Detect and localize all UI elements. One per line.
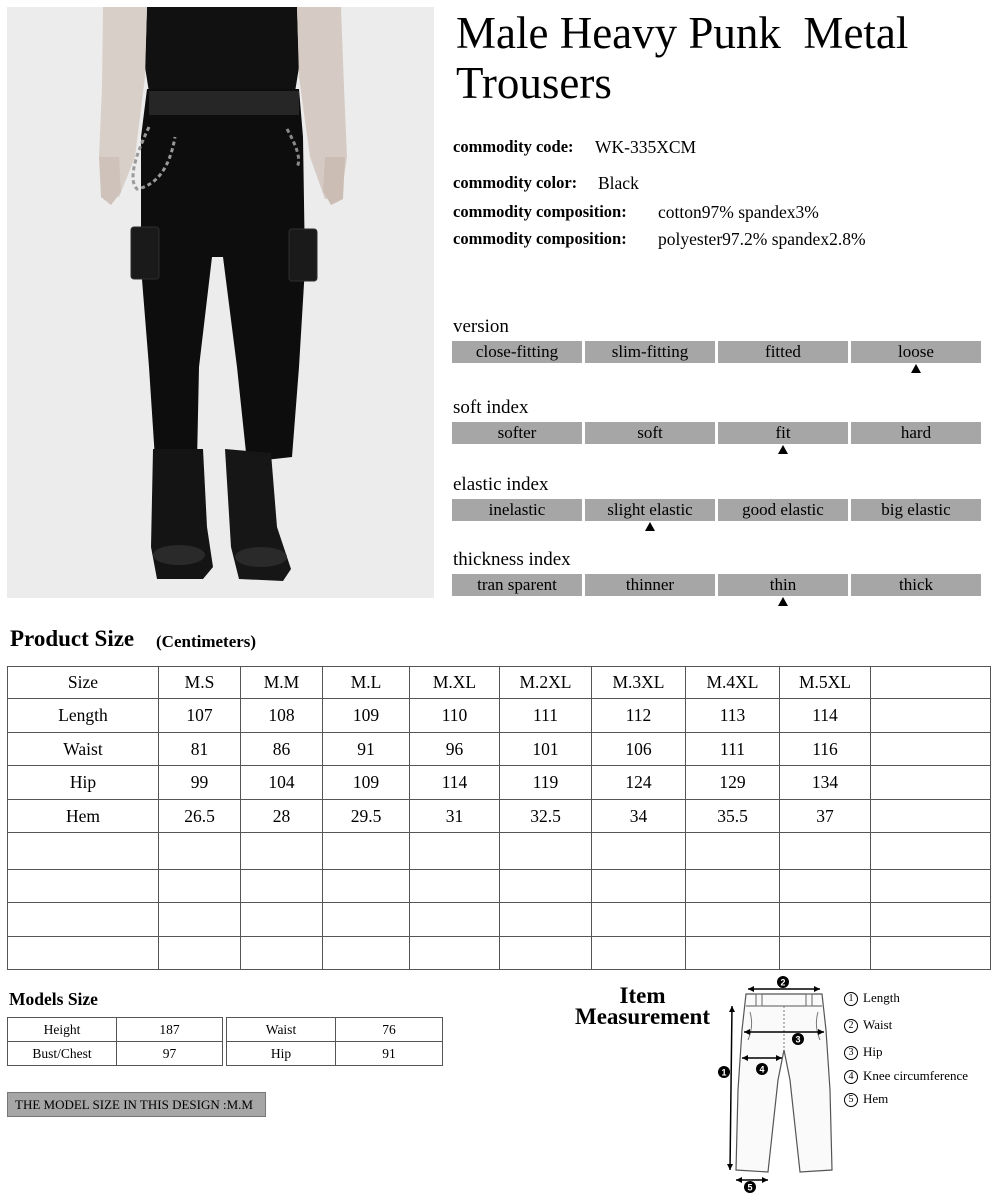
svg-text:4: 4: [759, 1064, 765, 1075]
table-cell: 109: [323, 699, 410, 733]
table-cell: 110: [410, 699, 500, 733]
thickness-index-scale: [452, 574, 983, 596]
scale-option: tran sparent: [452, 574, 582, 596]
table-cell: [410, 833, 500, 870]
table-cell: [871, 903, 991, 937]
table-cell: 34: [592, 800, 686, 833]
table-cell: [592, 870, 686, 903]
scale-option: good elastic: [718, 499, 848, 521]
table-cell: 116: [780, 733, 871, 766]
size-column-header: M.XL: [410, 667, 500, 699]
info-label: commodity composition:: [453, 202, 627, 221]
table-cell: 104: [241, 766, 323, 800]
table-cell: [323, 870, 410, 903]
table-cell: [323, 833, 410, 870]
marker-3: [792, 1033, 804, 1045]
table-cell: [780, 833, 871, 870]
table-row: [8, 766, 991, 800]
product-size-heading: Product Size: [10, 626, 135, 651]
scale-option: softer: [452, 422, 582, 444]
table-cell: [592, 833, 686, 870]
table-cell: [500, 870, 592, 903]
table-cell: [871, 870, 991, 903]
scale-option: slim-fitting: [585, 341, 715, 363]
length-arrow: [730, 1006, 732, 1170]
legend-item-length: [844, 990, 900, 1006]
table-row: [8, 733, 991, 766]
info-label: commodity code:: [453, 137, 574, 156]
model-hip-value: 91: [336, 1042, 443, 1066]
table-cell: 101: [500, 733, 592, 766]
info-value: WK-335XCM: [595, 137, 697, 157]
measure-label-cell: [8, 903, 159, 937]
size-column-header: M.4XL: [686, 667, 780, 699]
table-cell: 86: [241, 733, 323, 766]
table-cell: [592, 937, 686, 970]
table-row: [8, 800, 991, 833]
table-cell: [871, 766, 991, 800]
table-cell: [780, 870, 871, 903]
table-cell: 124: [592, 766, 686, 800]
model-waist-value: 76: [336, 1018, 443, 1042]
svg-text:2: 2: [780, 977, 786, 988]
product-photo: [7, 7, 434, 598]
table-cell: [592, 903, 686, 937]
scale-option: slight elastic: [585, 499, 715, 521]
info-value: polyester97.2% spandex2.8%: [658, 229, 866, 249]
info-value: Black: [598, 173, 639, 193]
legend-number: 2: [844, 1019, 858, 1033]
table-cell: [410, 903, 500, 937]
legend-number: 1: [844, 992, 858, 1006]
table-cell: [500, 903, 592, 937]
info-label: commodity composition:: [453, 229, 627, 248]
scale-option: fit: [718, 422, 848, 444]
models-table-left: [7, 1017, 223, 1066]
thickness-index-scale-title: thickness index: [453, 549, 571, 570]
marker-1: [718, 1066, 730, 1078]
table-cell: [159, 833, 241, 870]
scale-option: hard: [851, 422, 981, 444]
size-table-body: [8, 667, 991, 970]
table-cell: 81: [159, 733, 241, 766]
legend-item-hem: [844, 1091, 888, 1107]
table-row: [8, 937, 991, 970]
soft-index-selected-marker: [778, 445, 788, 454]
table-cell: [500, 937, 592, 970]
legend-item-waist: [844, 1017, 892, 1033]
measure-label-cell: [8, 937, 159, 970]
scale-option: loose: [851, 341, 981, 363]
table-cell: 107: [159, 699, 241, 733]
model-height-value: 187: [117, 1018, 223, 1042]
table-cell: [686, 833, 780, 870]
table-cell: [686, 870, 780, 903]
trousers-measurement-diagram: [710, 970, 840, 1195]
legend-label: Length: [863, 990, 900, 1005]
models-table-right: [226, 1017, 443, 1066]
measure-label-cell: [8, 833, 159, 870]
table-cell: 26.5: [159, 800, 241, 833]
table-cell: [500, 833, 592, 870]
legend-item-hip: [844, 1044, 883, 1060]
table-cell: 91: [323, 733, 410, 766]
size-table: [7, 666, 991, 970]
table-cell: [323, 903, 410, 937]
table-cell: [159, 937, 241, 970]
product-title: Male Heavy Punk Metal Trousers: [456, 8, 909, 108]
size-header-row: [8, 667, 991, 699]
table-cell: [780, 903, 871, 937]
table-cell: 113: [686, 699, 780, 733]
table-cell: [159, 903, 241, 937]
table-cell: 129: [686, 766, 780, 800]
table-cell: 28: [241, 800, 323, 833]
scale-option: thin: [718, 574, 848, 596]
table-row: [8, 1042, 223, 1066]
table-cell: 31: [410, 800, 500, 833]
elastic-index-scale-title: elastic index: [453, 474, 549, 495]
table-cell: [871, 937, 991, 970]
table-row: [227, 1042, 443, 1066]
table-cell: [241, 903, 323, 937]
table-row: [8, 833, 991, 870]
size-column-header: Size: [8, 667, 159, 699]
legend-number: 4: [844, 1070, 858, 1084]
marker-4: [756, 1063, 768, 1075]
table-cell: 99: [159, 766, 241, 800]
marker-2: [777, 976, 789, 988]
elastic-index-scale: [452, 499, 983, 521]
model-height-label: Height: [8, 1018, 117, 1042]
scale-option: thick: [851, 574, 981, 596]
table-row: [8, 870, 991, 903]
model-bust-value: 97: [117, 1042, 223, 1066]
legend-item-knee: [844, 1068, 968, 1084]
legend-number: 3: [844, 1046, 858, 1060]
table-cell: 96: [410, 733, 500, 766]
legend-label: Waist: [863, 1017, 893, 1032]
table-row: [8, 903, 991, 937]
svg-text:5: 5: [747, 1182, 753, 1193]
table-cell: 114: [780, 699, 871, 733]
legend-label: Hip: [863, 1044, 883, 1059]
thickness-index-selected-marker: [778, 597, 788, 606]
table-cell: 111: [500, 699, 592, 733]
version-scale: [452, 341, 983, 363]
info-value: cotton97% spandex3%: [658, 202, 819, 222]
elastic-index-selected-marker: [645, 522, 655, 531]
table-cell: 119: [500, 766, 592, 800]
svg-text:1: 1: [721, 1067, 727, 1078]
marker-5: [744, 1181, 756, 1193]
version-scale-title: version: [453, 316, 509, 337]
size-column-header: [871, 667, 991, 699]
info-label: commodity color:: [453, 173, 578, 192]
table-cell: [871, 733, 991, 766]
size-column-header: M.2XL: [500, 667, 592, 699]
scale-option: fitted: [718, 341, 848, 363]
trousers-outline: [736, 994, 832, 1172]
svg-text:3: 3: [795, 1034, 801, 1045]
models-size-heading: Models Size: [9, 989, 98, 1009]
scale-option: inelastic: [452, 499, 582, 521]
table-cell: 106: [592, 733, 686, 766]
table-cell: 108: [241, 699, 323, 733]
table-cell: 32.5: [500, 800, 592, 833]
size-column-header: M.3XL: [592, 667, 686, 699]
table-cell: 111: [686, 733, 780, 766]
size-column-header: M.S: [159, 667, 241, 699]
legend-label: Hem: [863, 1091, 889, 1106]
table-cell: [871, 699, 991, 733]
legend-label: Knee circumference: [863, 1068, 969, 1083]
table-cell: [871, 800, 991, 833]
table-cell: [686, 937, 780, 970]
scale-option: soft: [585, 422, 715, 444]
model-waist-label: Waist: [227, 1018, 336, 1042]
table-row: [8, 699, 991, 733]
measure-label-cell: Length: [8, 699, 159, 733]
table-cell: [159, 870, 241, 903]
table-cell: 114: [410, 766, 500, 800]
model-size-note: THE MODEL SIZE IN THIS DESIGN :M.M: [7, 1092, 266, 1117]
table-cell: [780, 937, 871, 970]
table-cell: [410, 870, 500, 903]
table-cell: [241, 870, 323, 903]
size-unit-label: (Centimeters): [156, 632, 257, 651]
size-column-header: M.M: [241, 667, 323, 699]
soft-index-scale: [452, 422, 983, 444]
measure-label-cell: [8, 870, 159, 903]
scale-option: big elastic: [851, 499, 981, 521]
measure-label-cell: Hem: [8, 800, 159, 833]
table-cell: 29.5: [323, 800, 410, 833]
measure-label-cell: Waist: [8, 733, 159, 766]
size-column-header: M.L: [323, 667, 410, 699]
scale-option: close-fitting: [452, 341, 582, 363]
size-column-header: M.5XL: [780, 667, 871, 699]
table-cell: 35.5: [686, 800, 780, 833]
table-cell: 109: [323, 766, 410, 800]
table-cell: [323, 937, 410, 970]
table-cell: 134: [780, 766, 871, 800]
table-cell: 37: [780, 800, 871, 833]
table-cell: 112: [592, 699, 686, 733]
table-cell: [241, 937, 323, 970]
version-selected-marker: [911, 364, 921, 373]
measure-label-cell: Hip: [8, 766, 159, 800]
item-measurement-title: Item Measurement: [575, 983, 710, 1029]
soft-index-scale-title: soft index: [453, 397, 529, 418]
table-cell: [871, 833, 991, 870]
table-cell: [241, 833, 323, 870]
scale-option: thinner: [585, 574, 715, 596]
legend-number: 5: [844, 1093, 858, 1107]
model-hip-label: Hip: [227, 1042, 336, 1066]
model-bust-label: Bust/Chest: [8, 1042, 117, 1066]
table-row: [227, 1018, 443, 1042]
table-cell: [686, 903, 780, 937]
table-cell: [410, 937, 500, 970]
table-row: [8, 1018, 223, 1042]
